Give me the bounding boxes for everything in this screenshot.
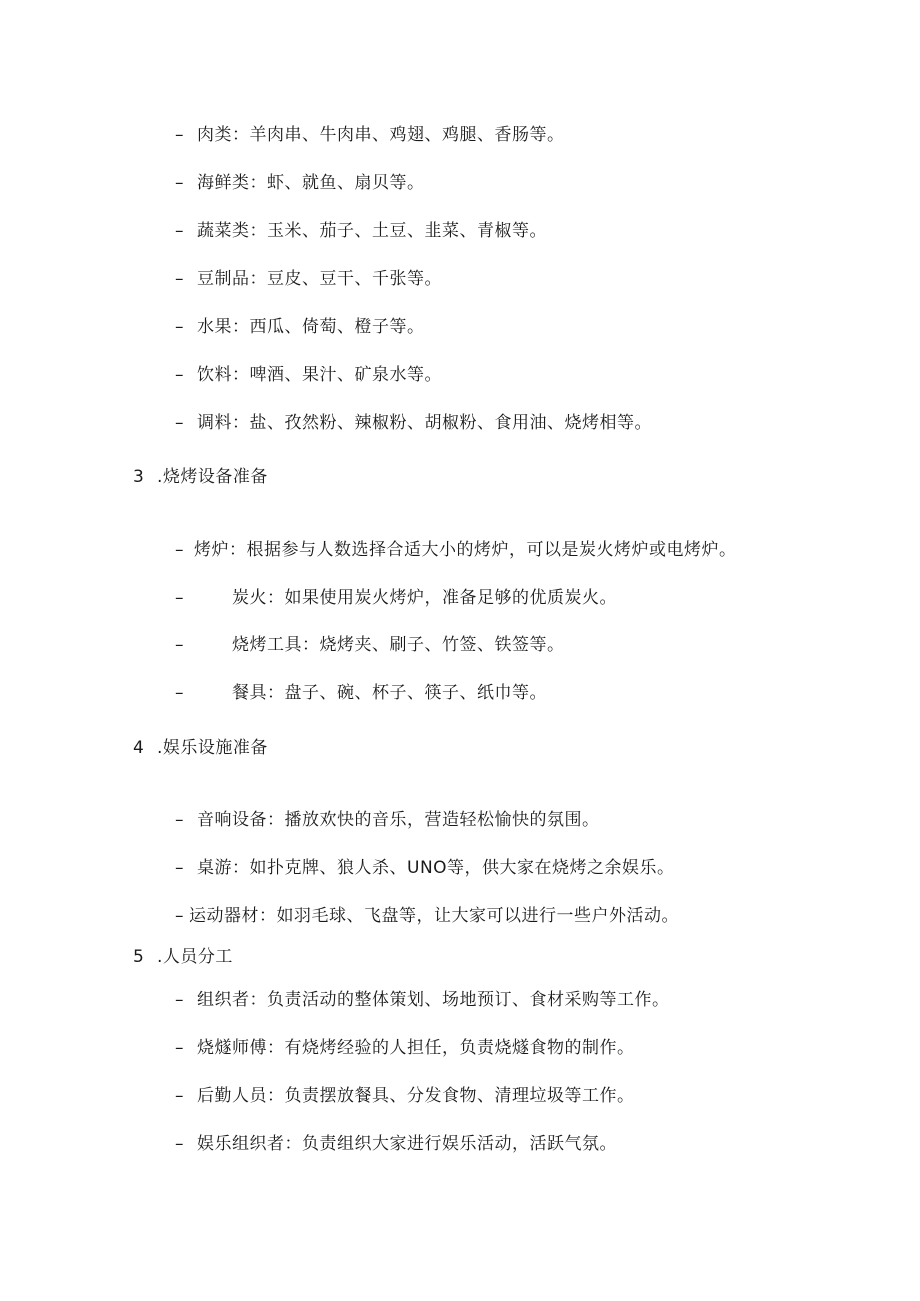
list-item [175, 989, 670, 1011]
section-number: 4 [133, 738, 145, 758]
list-item-text: 后勤人员：负责摆放餐具、分发食物、清理垃圾等工作。 [197, 1086, 635, 1106]
list-item-text: 蔬菜类：玉米、茄子、土豆、韭菜、青椒等。 [197, 221, 547, 241]
list-item [175, 634, 565, 656]
list-item [175, 1037, 635, 1059]
list-item-text: 音响设备：播放欢快的音乐，营造轻松愉快的氛围。 [197, 810, 600, 830]
list-item-text: 组织者：负责活动的整体策划、场地预订、食材采购等工作。 [197, 990, 670, 1010]
section-title: .烧烤设备准备 [157, 467, 268, 487]
list-item [175, 857, 675, 879]
list-item-text: 炭火：如果使用炭火烤炉，准备足够的优质炭火。 [232, 588, 617, 608]
bullet-dash: – [175, 1038, 184, 1058]
bullet-dash: – [175, 413, 184, 433]
section-heading [133, 737, 268, 759]
list-item-text: 水果：西瓜、倚萄、橙子等。 [197, 317, 425, 337]
list-item [175, 268, 442, 290]
bullet-dash: – [175, 1086, 184, 1106]
list-item [175, 905, 679, 927]
list-item [175, 682, 547, 704]
list-item-text: 饮料：啤酒、果汁、矿泉水等。 [197, 365, 442, 385]
list-item [175, 587, 617, 609]
section-number: 5 [133, 947, 145, 967]
bullet-dash: – [175, 125, 184, 145]
list-item [175, 316, 425, 338]
list-item [175, 1085, 635, 1107]
section-heading [133, 466, 268, 488]
list-item-text: 餐具：盘子、碗、杯子、筷子、纸巾等。 [232, 683, 547, 703]
bullet-dash: – [175, 635, 184, 655]
bullet-dash: – [175, 683, 184, 703]
section-title: .娱乐设施准备 [157, 738, 268, 758]
section-number: 3 [133, 467, 145, 487]
bullet-dash: – [175, 990, 184, 1010]
list-item-text: 烤炉：根据参与人数选择合适大小的烤炉，可以是炭火烤炉或电烤炉。 [194, 540, 737, 560]
bullet-dash: – [175, 540, 184, 560]
list-item [175, 412, 652, 434]
list-item [175, 220, 547, 242]
list-item [175, 364, 442, 386]
bullet-dash: – [175, 365, 184, 385]
list-item [175, 172, 425, 194]
list-item-text: 豆制品：豆皮、豆干、千张等。 [197, 269, 442, 289]
list-item-text: 运动器材：如羽毛球、飞盘等，让大家可以进行一些户外活动。 [189, 906, 679, 926]
list-item-text: 娱乐组织者：负责组织大家进行娱乐活动，活跃气氛。 [197, 1134, 617, 1154]
bullet-dash: – [175, 1134, 184, 1154]
bullet-dash: – [175, 173, 184, 193]
list-item [175, 809, 600, 831]
section-heading [133, 946, 233, 968]
list-item [175, 539, 737, 561]
list-item [175, 124, 565, 146]
list-item [175, 1133, 617, 1155]
bullet-dash: – [175, 906, 184, 926]
list-item-text: 调料：盐、孜然粉、辣椒粉、胡椒粉、食用油、烧烤相等。 [197, 413, 652, 433]
bullet-dash: – [175, 317, 184, 337]
list-item-text: 桌游：如扑克牌、狼人杀、UNO等，供大家在烧烤之余娱乐。 [197, 858, 675, 878]
list-item-text: 烧燧师傅：有烧烤经验的人担任，负责烧燧食物的制作。 [197, 1038, 635, 1058]
list-item-text: 肉类：羊肉串、牛肉串、鸡翅、鸡腿、香肠等。 [197, 125, 565, 145]
bullet-dash: – [175, 269, 184, 289]
bullet-dash: – [175, 858, 184, 878]
bullet-dash: – [175, 221, 184, 241]
list-item-text: 海鲜类：虾、就鱼、扇贝等。 [197, 173, 425, 193]
section-title: .人员分工 [157, 947, 233, 967]
bullet-dash: – [175, 588, 184, 608]
bullet-dash: – [175, 810, 184, 830]
list-item-text: 烧烤工具：烧烤夹、刷子、竹签、铁签等。 [232, 635, 565, 655]
